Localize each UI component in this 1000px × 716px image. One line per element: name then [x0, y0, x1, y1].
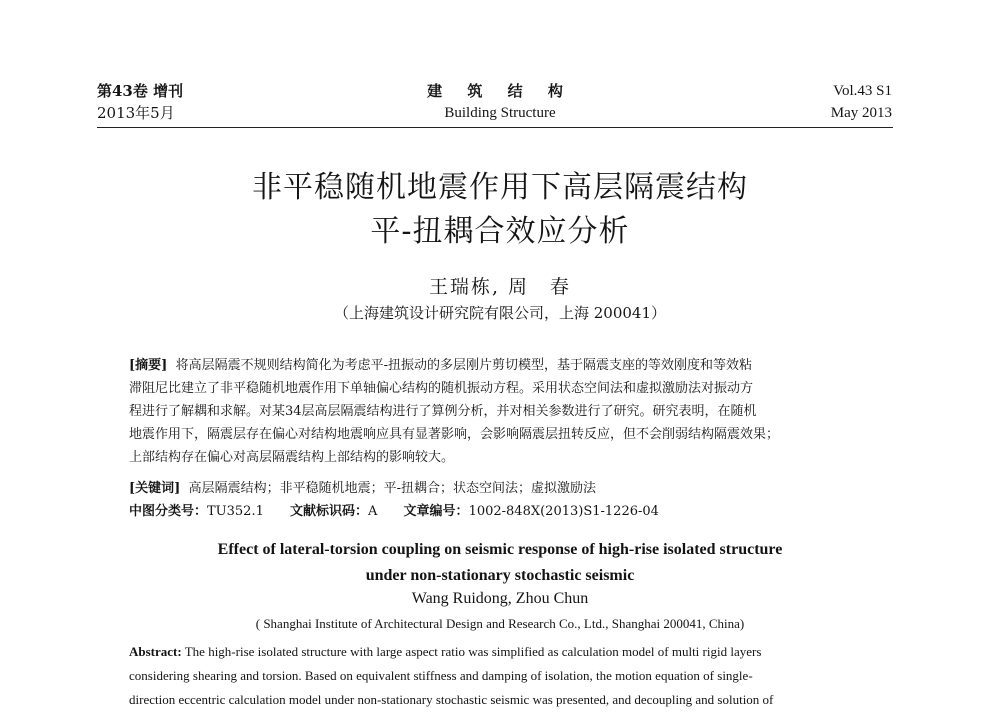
english-affiliation: ( Shanghai Institute of Architectural Design and Research Co., Ltd., Shanghai 200041, China)	[255, 616, 745, 631]
english-authors: Wang Ruidong, Zhou Chun	[411, 590, 589, 607]
abstract-cn-line: 上部结构存在偏心对高层隔震结构上部结构的影响较大。	[129, 450, 455, 465]
article-no-label: 文章编号：	[403, 504, 469, 519]
header-date-cn: 2013年5月	[97, 104, 175, 122]
clc-label: 中图分类号：	[129, 504, 208, 519]
header-date-en: May 2013	[830, 105, 892, 121]
abstract-en	[129, 640, 865, 712]
paper-title-line2: 平-扭耦合效应分析	[370, 214, 630, 249]
paper-title	[0, 166, 1000, 254]
abstract-en-line: considering shearing and torsion. Based on equivalent stiffness and damping of isolation, the motion equation of single-	[129, 668, 753, 683]
abstract-cn-line: 滞阻尼比建立了非平稳随机地震作用下单轴偏心结构的随机振动方程。采用状态空间法和虚拟激励法对振动方	[129, 381, 754, 396]
paper-authors: 王瑞栋, 周 春	[428, 276, 572, 298]
abstract-cn	[129, 354, 865, 469]
abstract-en-text: The high-rise isolated structure with large aspect ratio was simplified as calculation model of multi rigid layers	[184, 644, 762, 659]
english-title	[0, 537, 1000, 589]
keywords-text: 高层隔震结构；非平稳随机地震；平-扭耦合；状态空间法；虚拟激励法	[188, 481, 596, 496]
article-no-value: 1002-848X(2013)S1-1226-04	[468, 504, 659, 519]
abstract-cn-line: 地震作用下，隔震层存在偏心对结构地震响应具有显著影响，会影响隔震层扭转反应，但不会削弱结构隔震效果；	[129, 427, 780, 442]
classification-line	[129, 500, 659, 519]
keywords-cn	[129, 477, 596, 496]
keywords-label: [关键词]	[129, 481, 181, 496]
abstract-cn-line	[129, 354, 865, 377]
clc-value: TU352.1	[207, 504, 264, 519]
abstract-en-line: direction eccentric calculation model under non-stationary stochastic seismic was presented, and decoupling and solution of	[129, 692, 774, 707]
header-issue-block	[831, 80, 892, 124]
english-title-line2: under non-stationary stochastic seismic	[365, 567, 635, 584]
abstract-en-label: Abstract:	[129, 644, 182, 659]
header-journal-cn: 建 筑 结 构	[427, 82, 573, 100]
abstract-cn-line: 程进行了解耦和求解。对某34层高层隔震结构进行了算例分析，并对相关参数进行了研究。研究表明，在随机	[129, 404, 757, 419]
abstract-cn-text: 将高层隔震不规则结构简化为考虑平-扭振动的多层刚片剪切模型，基于隔震支座的等效刚度和等效粘	[175, 358, 752, 373]
doc-code-value: A	[368, 504, 378, 519]
header-volume-cn: 第43卷 增刊	[97, 82, 184, 100]
header-rule	[97, 127, 893, 128]
english-title-line1: Effect of lateral-torsion coupling on seismic response of high-rise isolated structure	[217, 541, 783, 558]
abstract-cn-label: [摘要]	[129, 358, 168, 373]
doc-code-label: 文献标识码：	[290, 504, 369, 519]
header-volume-en: Vol.43 S1	[833, 83, 892, 99]
paper-title-line1: 非平稳随机地震作用下高层隔震结构	[252, 170, 748, 205]
abstract-en-line	[129, 640, 865, 664]
paper-affiliation: （上海建筑设计研究院有限公司，上海 200041）	[333, 304, 667, 322]
header-journal-en: Building Structure	[444, 105, 556, 121]
